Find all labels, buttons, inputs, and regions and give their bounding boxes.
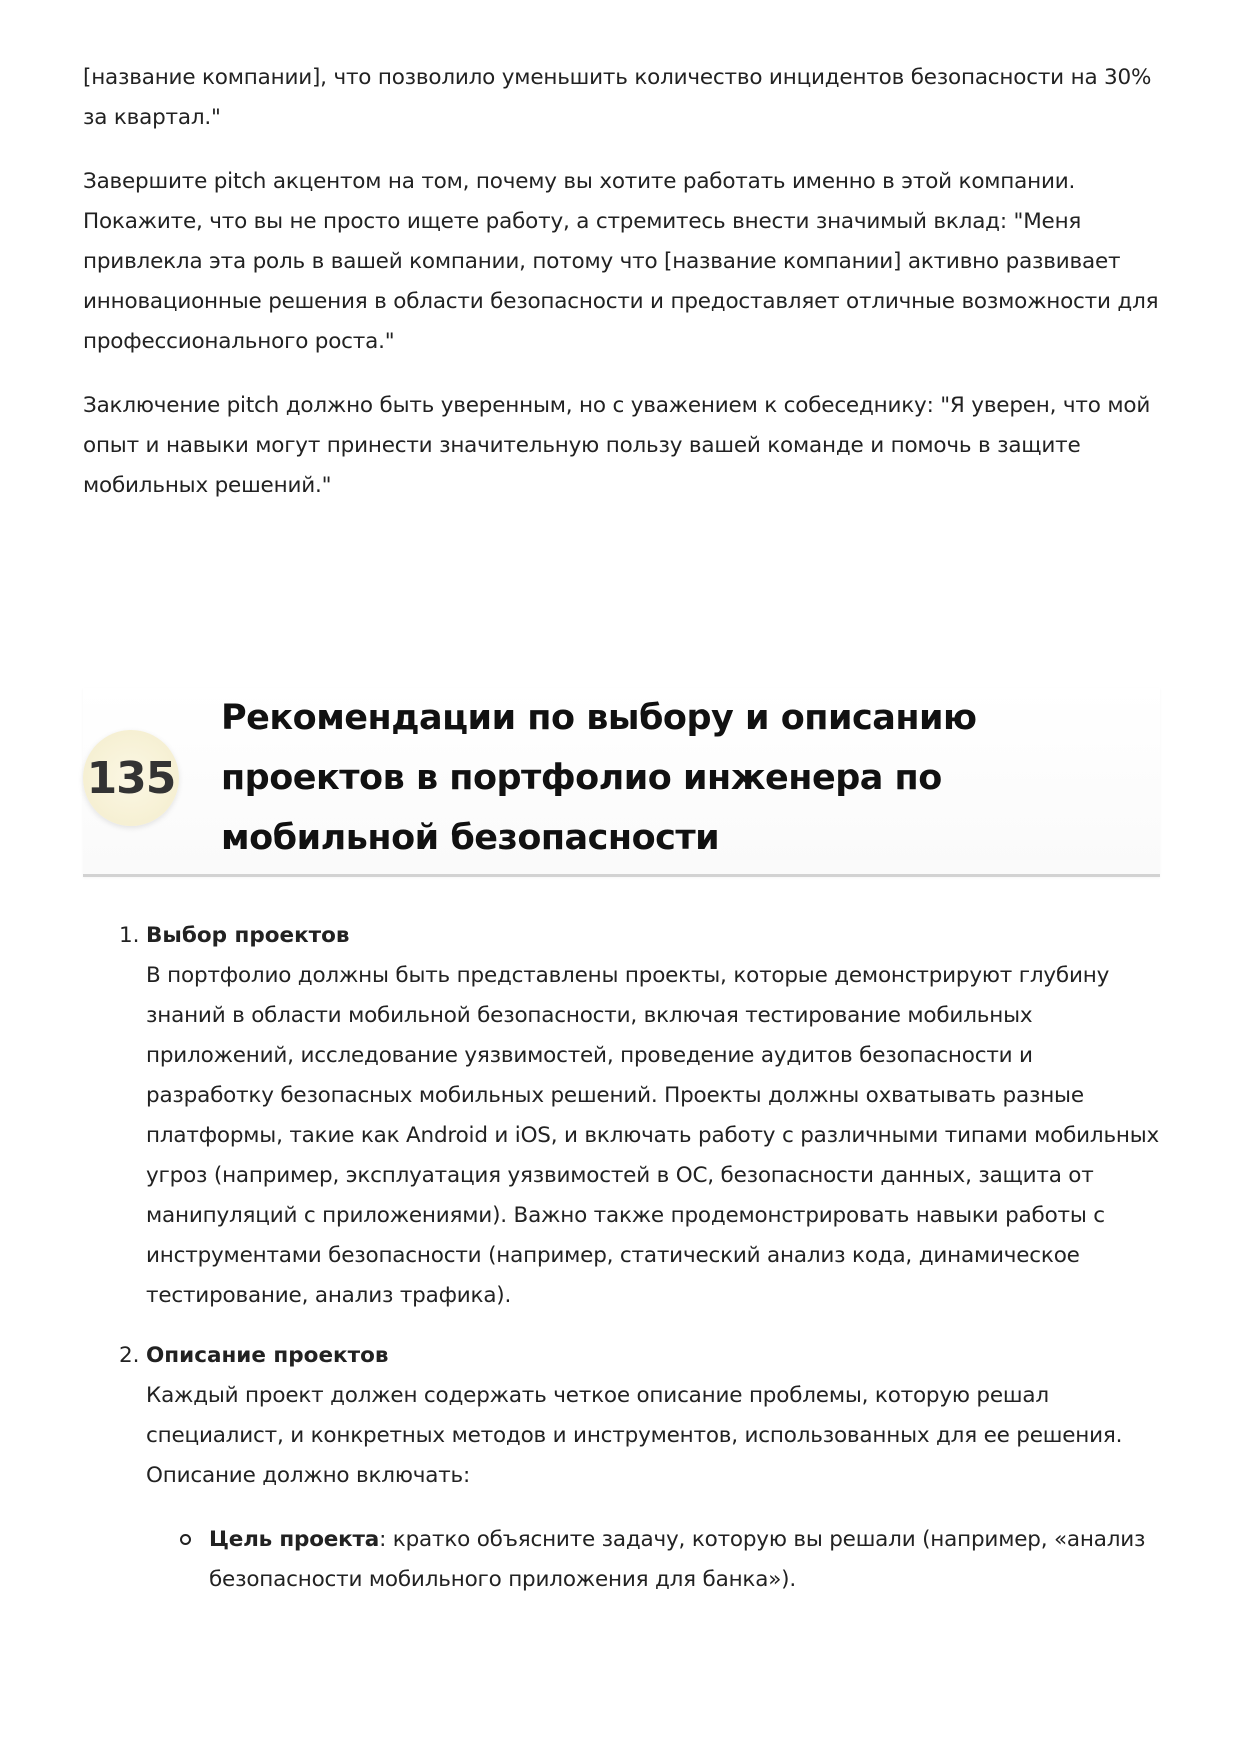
sub-list-item-description: : кратко объясните задачу, которую вы решали (например, «анализ безопасности мобильного приложения для банка»). (209, 1527, 1146, 1592)
section-number-badge (83, 730, 179, 826)
paragraph: Заключение pitch должно быть уверенным, но с уважением к собеседнику: "Я уверен, что мой опыт и навыки могут принести значительную пользу вашей команде и помочь в защите мобильных решений." (83, 393, 1151, 498)
list-item-body: В портфолио должны быть представлены проекты, которые демонстрируют глубину знаний в области мобильной безопасности, включая тестирование мобильных приложений, исследование уязвимостей, проведение аудитов безопасности и разработку безопасных мобильных решений. Проекты должны охватывать разные платформы, такие как Android и iOS, и включать работу с различными типами мобильных угроз (например, эксплуатация уязвимостей в ОС, безопасности данных, защита от манипуляций с приложениями). Важно также продемонстрировать навыки работы с инструментами безопасности (например, статический анализ кода, динамическое тестирование, анализ трафика). (146, 963, 1160, 1308)
section-number: 135 (86, 752, 176, 804)
list-item (83, 1336, 1160, 1600)
hollow-circle-bullet-icon (180, 1534, 191, 1545)
sub-list-item-label: Цель проекта (209, 1527, 380, 1552)
section-header (83, 688, 1160, 877)
list-item-title: Описание проектов (146, 1343, 389, 1368)
numbered-list (83, 916, 1160, 1620)
section-title: Рекомендации по выбору и описанию проектов в портфолио инженера по мобильной безопасности (221, 698, 977, 858)
sub-list-item-text (209, 1520, 1160, 1600)
paragraph: [название компании], что позволило уменьшить количество инцидентов безопасности на 30% за квартал." (83, 65, 1152, 130)
list-item-body: Каждый проект должен содержать четкое описание проблемы, которую решал специалист, и конкретных методов и инструментов, использованных для ее решения. Описание должно включать: (146, 1383, 1123, 1488)
list-item (83, 916, 1160, 1316)
intro-text (83, 58, 1160, 530)
list-item-number: 1. (119, 923, 140, 948)
list-item-number: 2. (119, 1343, 140, 1368)
sub-list-item (146, 1520, 1160, 1600)
paragraph: Завершите pitch акцентом на том, почему вы хотите работать именно в этой компании. Покажите, что вы не просто ищете работу, а стремитесь внести значимый вклад: "Меня привлекла эта роль в вашей компании, потому что [название компании] активно развивает инновационные решения в области безопасности и предоставляет отличные возможности для профессионального роста." (83, 169, 1159, 354)
list-item-title: Выбор проектов (146, 923, 350, 948)
